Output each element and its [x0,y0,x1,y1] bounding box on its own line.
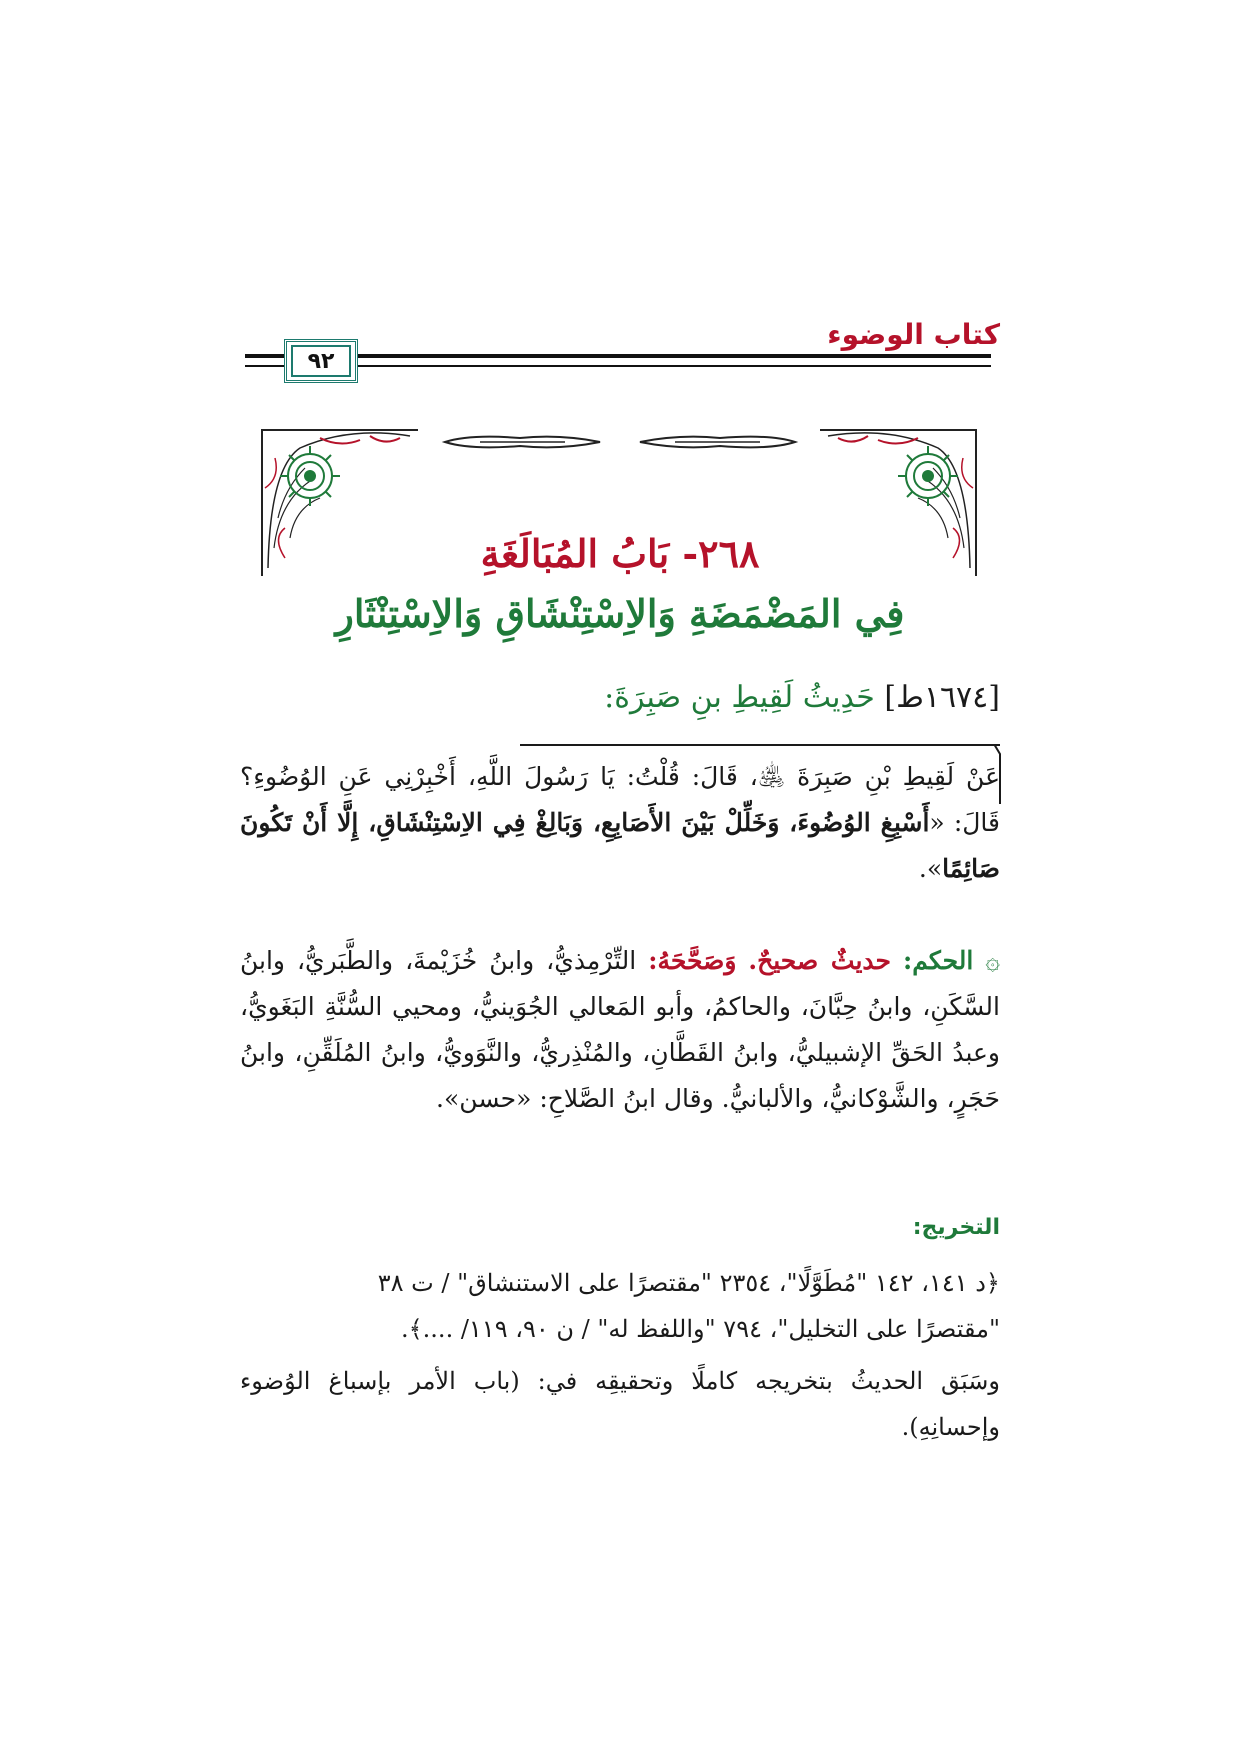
ruling-verdict: حديثٌ صحيحٌ. [748,946,891,975]
ruling-label: الحكم: [902,946,974,975]
takhrij-line-1: ﴿د ١٤١، ١٤٢ "مُطَوَّلًا"، ٢٣٥٤ "مقتصرًا على الاستنشاق" / ت ٣٨ [377,1269,1000,1297]
takhrij-line-2: "مقتصرًا على التخليل"، ٧٩٤ "واللفظ له" / ن ٩٠، ١١٩/ ....﴾. [400,1315,1000,1343]
hadith-heading [604,680,1000,715]
hadith-text [240,754,1000,892]
takhrij-references [240,1260,1000,1352]
page-number-frame [284,339,358,383]
hadith-quote: أَسْبِغِ الوُضُوءَ، وَخَلِّلْ بَيْنَ الأَصَابِعِ، وَبَالِغْ فِي الاِسْتِنْشَاقِ، إِلَّا أَنْ تَكُونَ صَائِمًا [240,808,1000,883]
chain-ornament-icon [440,432,800,452]
hadith-intro: عَنْ لَقِيطِ بْنِ صَبِرَةَ ﵁، قَالَ: قُلْتُ: يَا رَسُولَ اللَّهِ، أَخْبِرْنِي عَنِ الوُضُوءِ؟ قَالَ: « [240,762,1001,837]
ruling-text: التِّرْمِذيُّ، وابنُ خُزَيْمةَ، والطَّبَريُّ، وابنُ السَّكَنِ، وابنُ حِبَّانَ، والحاكمُ، وأبو المَعالي الجُوَينيُّ، ومحيي السُّنَّةِ البَغَويُّ، وعبدُ الحَقِّ الإشبيليُّ، وابنُ القَطَّانِ، والمُنْذِريُّ، والنَّوَويُّ، وابنُ المُلَقِّنِ، وابنُ حَجَرٍ، والشَّوْكانيُّ، والألبانيُّ. وقال ابنُ الصَّلاحِ: «حسن». [240,946,1000,1113]
rosette-icon [280,446,340,506]
hadith-number: [١٦٧٤ط] [884,680,1000,715]
hadith-rule [520,744,1000,746]
takhrij-heading: التخريج: [912,1215,1000,1240]
ruling-marker-icon: ۞ [985,946,1000,975]
takhrij-note: وسَبَق الحديثُ بتخريجه كاملًا وتحقيقِه في: (باب الأمر بإسباغ الوُضوء وإحسانِهِ). [240,1367,1000,1441]
ruling-paragraph [240,938,1000,1122]
hadith-outro: ». [918,854,943,883]
hadith-label: حَدِيثُ لَقِيطِ بنِ صَبِرَةَ: [604,680,875,715]
ruling-authenticated-label: وَصَحَّحَهُ: [648,946,737,975]
page-number: ٩٢ [291,345,351,377]
chapter-subtitle: فِي المَضْمَضَةِ وَالاِسْتِنْشَاقِ وَالاِسْتِنْثَارِ [335,591,905,636]
running-title: كتاب الوضوء [827,318,1000,351]
chapter-title: ٢٦٨- بَابُ المُبَالَغَةِ [480,531,760,576]
